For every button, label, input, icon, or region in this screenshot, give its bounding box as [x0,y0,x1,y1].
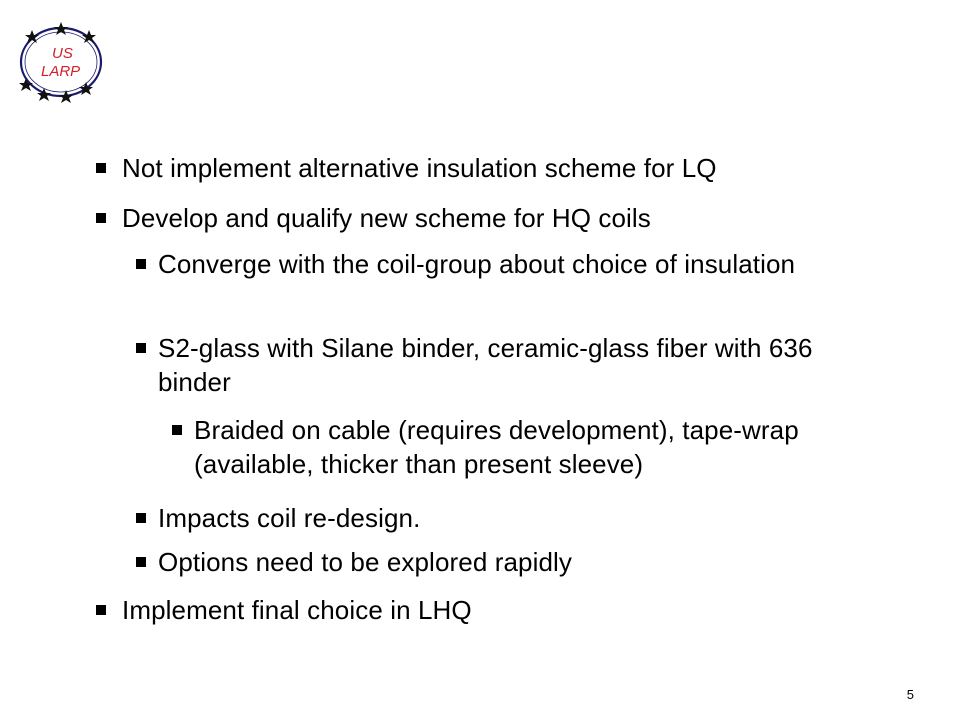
bullet-item [158,501,878,535]
bullet-marker-icon [136,259,146,269]
bullet-text: S2-glass with Silane binder, ceramic-glass fiber with 636 binder [158,333,813,397]
bullet-text: Develop and qualify new scheme for HQ coils [122,203,651,233]
bullet-item [194,413,874,481]
page-number: 5 [906,687,914,702]
bullet-text: Converge with the coil-group about choice of insulation [158,249,796,279]
bullet-item [122,201,882,235]
bullet-item [158,331,878,399]
bullet-marker-icon [136,513,146,523]
bullet-text: Impacts coil re-design. [158,503,421,533]
bullet-marker-icon [172,425,182,435]
bullet-marker-icon [136,343,146,353]
bullet-text: Implement final choice in LHQ [122,595,472,625]
us-larp-logo [14,18,110,106]
bullet-text: Not implement alternative insulation scheme for LQ [122,153,717,183]
logo-us-text: US [52,45,73,62]
bullet-text: Braided on cable (requires development), tape-wrap (available, thicker than present sleeve) [194,415,799,479]
bullet-item [122,593,882,627]
bullet-marker-icon [136,557,146,567]
bullet-marker-icon [96,163,106,173]
bullet-text: Options need to be explored rapidly [158,547,572,577]
bullet-marker-icon [96,213,106,223]
bullet-item [158,247,808,281]
bullet-item [122,151,882,185]
bullet-item [158,545,878,579]
logo-larp-text: LARP [41,63,81,80]
bullet-marker-icon [96,605,106,615]
